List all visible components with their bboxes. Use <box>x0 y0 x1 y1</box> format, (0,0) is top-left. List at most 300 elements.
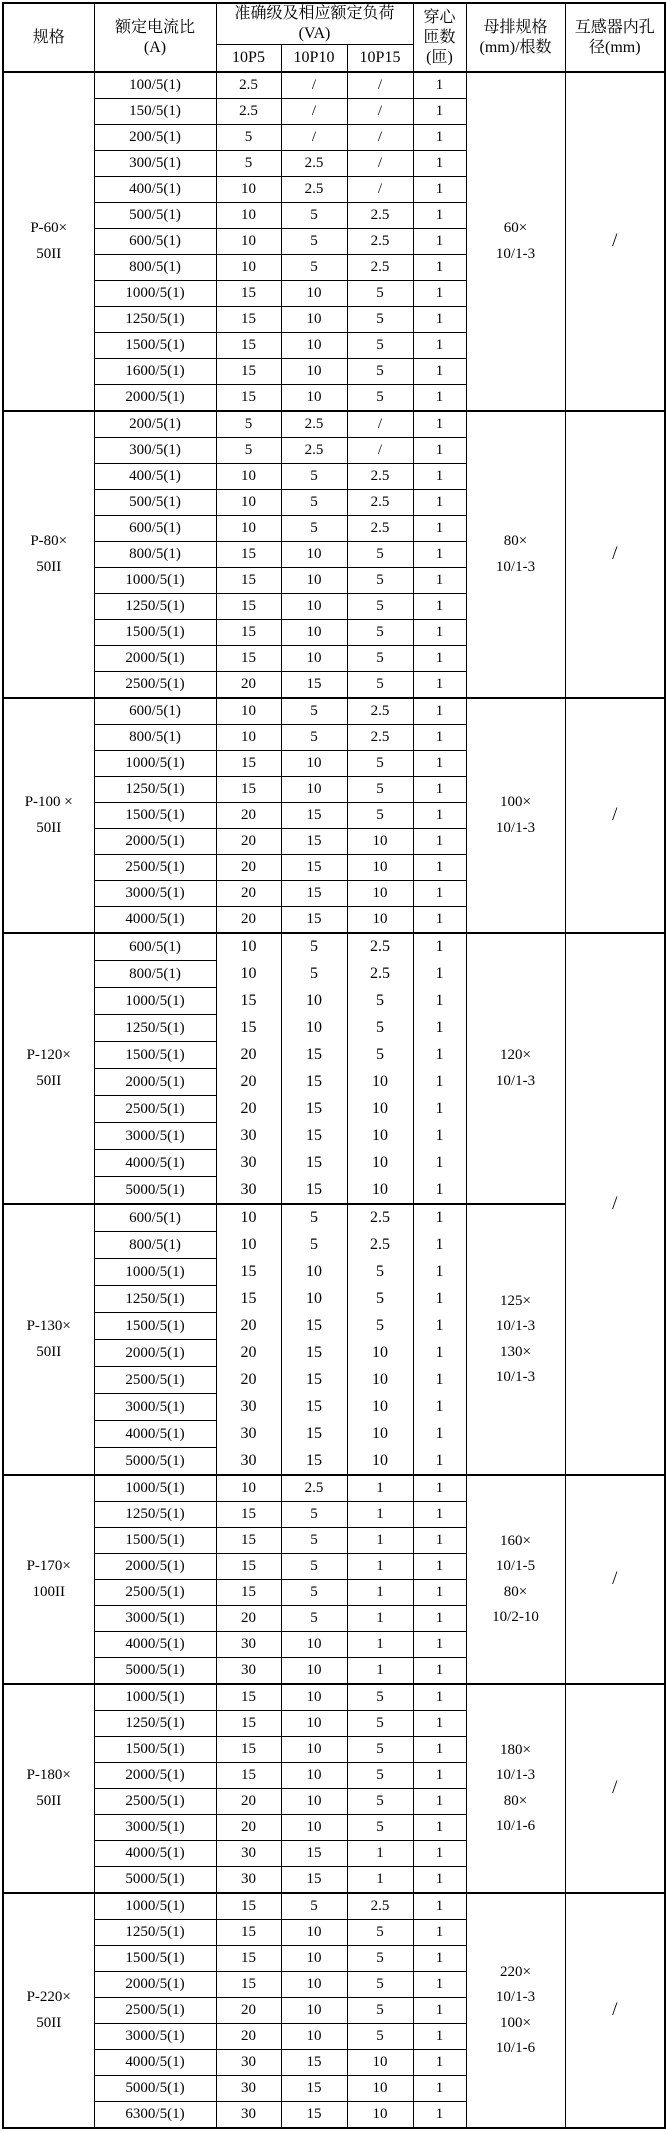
ratio-cell: 4000/5(1) <box>94 2050 216 2076</box>
busbar-line: 120× <box>500 1047 531 1063</box>
va-10p10-cell: 10 <box>281 646 347 672</box>
va-10p15-cell: 10 <box>347 1421 413 1448</box>
ratio-cell: 1250/5(1) <box>94 1920 216 1946</box>
va-10p5-cell: 15 <box>216 1286 281 1313</box>
turns-cell: 1 <box>413 1232 466 1259</box>
ratio-cell: 800/5(1) <box>94 542 216 568</box>
turns-cell: 1 <box>413 464 466 490</box>
va-10p15-cell: 2.5 <box>347 516 413 542</box>
header-accuracy-line1: 准确级及相应额定负荷 <box>234 5 395 22</box>
va-10p15-cell: 1 <box>347 1606 413 1632</box>
turns-cell: 1 <box>413 1528 466 1554</box>
turns-cell: 1 <box>413 411 466 438</box>
ratio-cell: 1600/5(1) <box>94 359 216 385</box>
ratio-cell: 1250/5(1) <box>94 1711 216 1737</box>
va-10p5-cell: 30 <box>216 1632 281 1658</box>
turns-cell: 1 <box>413 1763 466 1789</box>
va-10p5-cell: 5 <box>216 151 281 177</box>
va-10p15-cell: 2.5 <box>347 1204 413 1232</box>
va-10p5-cell: 2.5 <box>216 72 281 99</box>
hole-diameter-cell: / <box>565 698 665 933</box>
ratio-cell: 500/5(1) <box>94 203 216 229</box>
ratio-cell: 1500/5(1) <box>94 803 216 829</box>
va-10p15-cell: 10 <box>347 1394 413 1421</box>
va-10p10-cell: 5 <box>281 229 347 255</box>
va-10p5-cell: 10 <box>216 725 281 751</box>
busbar-cell <box>466 1893 565 2128</box>
spec-cell <box>3 933 94 1204</box>
turns-cell: 1 <box>413 803 466 829</box>
va-10p15-cell: / <box>347 151 413 177</box>
va-10p15-cell: 5 <box>347 1789 413 1815</box>
turns-cell: 1 <box>413 1502 466 1528</box>
ratio-cell: 3000/5(1) <box>94 1123 216 1150</box>
va-10p10-cell: 10 <box>281 281 347 307</box>
ratio-cell: 4000/5(1) <box>94 907 216 934</box>
va-10p5-cell: 20 <box>216 1069 281 1096</box>
turns-cell: 1 <box>413 490 466 516</box>
busbar-line: 60× <box>503 220 528 236</box>
va-10p10-cell: 15 <box>281 1448 347 1476</box>
turns-cell: 1 <box>413 125 466 151</box>
va-10p15-cell: 1 <box>347 1475 413 1502</box>
va-10p5-cell: 15 <box>216 594 281 620</box>
va-10p15-cell: 5 <box>347 988 413 1015</box>
va-10p5-cell: 20 <box>216 907 281 934</box>
va-10p10-cell: 15 <box>281 1042 347 1069</box>
ratio-cell: 800/5(1) <box>94 725 216 751</box>
turns-cell: 1 <box>413 2024 466 2050</box>
va-10p5-cell: 10 <box>216 1232 281 1259</box>
turns-cell: 1 <box>413 1580 466 1606</box>
ratio-cell: 800/5(1) <box>94 255 216 281</box>
spec-cell <box>3 411 94 698</box>
turns-cell: 1 <box>413 1815 466 1841</box>
ratio-cell: 2500/5(1) <box>94 1998 216 2024</box>
va-10p5-cell: 20 <box>216 1606 281 1632</box>
va-10p10-cell: 5 <box>281 933 347 961</box>
table-row <box>3 1684 665 1711</box>
ratio-cell: 300/5(1) <box>94 438 216 464</box>
va-10p15-cell: 5 <box>347 777 413 803</box>
turns-cell: 1 <box>413 1340 466 1367</box>
ratio-cell: 1250/5(1) <box>94 777 216 803</box>
va-10p10-cell: 10 <box>281 1946 347 1972</box>
va-10p15-cell: 1 <box>347 1502 413 1528</box>
ratio-cell: 3000/5(1) <box>94 1606 216 1632</box>
spec-line: 50II <box>36 1792 62 1809</box>
ct-spec-table <box>2 2 666 2129</box>
turns-cell: 1 <box>413 1367 466 1394</box>
va-10p15-cell: 10 <box>347 1367 413 1394</box>
ratio-cell: 2500/5(1) <box>94 1580 216 1606</box>
va-10p15-cell: / <box>347 125 413 151</box>
busbar-cell <box>466 1684 565 1893</box>
va-10p10-cell: 10 <box>281 542 347 568</box>
turns-cell: 1 <box>413 620 466 646</box>
table-row <box>3 411 665 438</box>
busbar-line: 10/1-5 <box>495 1558 536 1574</box>
hole-diameter-cell: / <box>565 72 665 411</box>
ratio-cell: 600/5(1) <box>94 229 216 255</box>
va-10p10-cell: / <box>281 125 347 151</box>
va-10p5-cell: 15 <box>216 1528 281 1554</box>
va-10p10-cell: 10 <box>281 1684 347 1711</box>
va-10p15-cell: 10 <box>347 2050 413 2076</box>
turns-cell: 1 <box>413 333 466 359</box>
header-10p5: 10P5 <box>216 45 281 73</box>
va-10p15-cell: 5 <box>347 646 413 672</box>
va-10p15-cell: 2.5 <box>347 698 413 725</box>
va-10p5-cell: 10 <box>216 961 281 988</box>
va-10p10-cell: 15 <box>281 855 347 881</box>
va-10p10-cell: 15 <box>281 1069 347 1096</box>
spec-cell <box>3 698 94 933</box>
busbar-line: 220× <box>500 1963 531 1980</box>
ratio-cell: 2000/5(1) <box>94 1972 216 1998</box>
ratio-cell: 5000/5(1) <box>94 1867 216 1894</box>
header-ratio-line1: 额定电流比 <box>114 18 195 36</box>
va-10p15-cell: 2.5 <box>347 255 413 281</box>
va-10p5-cell: 10 <box>216 1204 281 1232</box>
va-10p5-cell: 15 <box>216 751 281 777</box>
spec-line: P-120× <box>26 1047 71 1063</box>
header-accuracy-class-burden <box>216 3 413 45</box>
va-10p10-cell: 15 <box>281 1123 347 1150</box>
va-10p10-cell: 10 <box>281 751 347 777</box>
va-10p10-cell: 10 <box>281 1815 347 1841</box>
va-10p15-cell: 5 <box>347 803 413 829</box>
ratio-cell: 5000/5(1) <box>94 2076 216 2102</box>
ratio-cell: 1500/5(1) <box>94 1313 216 1340</box>
ratio-cell: 2000/5(1) <box>94 646 216 672</box>
header-spec <box>3 3 94 72</box>
header-ratio-line2: (A) <box>143 38 167 56</box>
turns-cell: 1 <box>413 1893 466 1920</box>
va-10p5-cell: 15 <box>216 1737 281 1763</box>
va-10p10-cell: 10 <box>281 359 347 385</box>
turns-cell: 1 <box>413 1421 466 1448</box>
va-10p15-cell: / <box>347 438 413 464</box>
ratio-cell: 600/5(1) <box>94 516 216 542</box>
va-10p5-cell: 20 <box>216 1789 281 1815</box>
va-10p10-cell: 5 <box>281 1580 347 1606</box>
table-body <box>3 72 665 2128</box>
va-10p15-cell: 5 <box>347 1920 413 1946</box>
va-10p15-cell: / <box>347 411 413 438</box>
spec-line: 50II <box>36 558 62 575</box>
ratio-cell: 5000/5(1) <box>94 1448 216 1476</box>
turns-cell: 1 <box>413 1204 466 1232</box>
va-10p15-cell: 5 <box>347 1763 413 1789</box>
turns-cell: 1 <box>413 1658 466 1685</box>
va-10p10-cell: 15 <box>281 881 347 907</box>
va-10p5-cell: 20 <box>216 881 281 907</box>
va-10p10-cell: 10 <box>281 1789 347 1815</box>
va-10p15-cell: 5 <box>347 620 413 646</box>
busbar-line: 100× <box>500 794 531 810</box>
busbar-cell <box>466 1204 565 1475</box>
va-10p15-cell: 5 <box>347 385 413 412</box>
va-10p5-cell: 30 <box>216 1421 281 1448</box>
va-10p5-cell: 15 <box>216 385 281 412</box>
va-10p10-cell: 10 <box>281 594 347 620</box>
spec-line: 50II <box>36 819 62 836</box>
va-10p10-cell: 10 <box>281 1015 347 1042</box>
ratio-cell: 1500/5(1) <box>94 1946 216 1972</box>
busbar-line: 10/1-6 <box>495 1818 536 1834</box>
va-10p5-cell: 15 <box>216 620 281 646</box>
va-10p10-cell: 15 <box>281 672 347 699</box>
spec-line: 50II <box>36 245 62 262</box>
busbar-line: 80× <box>503 533 528 549</box>
va-10p15-cell: 5 <box>347 1711 413 1737</box>
va-10p15-cell: 10 <box>347 1069 413 1096</box>
turns-cell: 1 <box>413 933 466 961</box>
va-10p5-cell: 10 <box>216 229 281 255</box>
va-10p10-cell: 10 <box>281 1763 347 1789</box>
turns-cell: 1 <box>413 307 466 333</box>
va-10p5-cell: 15 <box>216 568 281 594</box>
va-10p10-cell: 10 <box>281 1737 347 1763</box>
ratio-cell: 800/5(1) <box>94 961 216 988</box>
va-10p5-cell: 20 <box>216 2024 281 2050</box>
turns-cell: 1 <box>413 961 466 988</box>
va-10p10-cell: 5 <box>281 1554 347 1580</box>
turns-cell: 1 <box>413 1867 466 1894</box>
busbar-line: 10/1-3 <box>495 1369 536 1385</box>
spec-cell <box>3 72 94 411</box>
va-10p5-cell: 30 <box>216 1841 281 1867</box>
va-10p15-cell: 10 <box>347 855 413 881</box>
va-10p5-cell: 10 <box>216 203 281 229</box>
va-10p5-cell: 15 <box>216 1015 281 1042</box>
header-turns-line3: (匝) <box>426 48 453 66</box>
va-10p10-cell: 2.5 <box>281 411 347 438</box>
turns-cell: 1 <box>413 1946 466 1972</box>
hole-diameter-cell: / <box>565 1684 665 1893</box>
va-10p10-cell: 5 <box>281 1893 347 1920</box>
va-10p10-cell: 2.5 <box>281 151 347 177</box>
va-10p5-cell: 10 <box>216 1475 281 1502</box>
header-busbar-spec <box>466 3 565 72</box>
ratio-cell: 1000/5(1) <box>94 1259 216 1286</box>
header-turns-line2: 匝数 <box>423 28 456 46</box>
va-10p5-cell: 15 <box>216 1580 281 1606</box>
turns-cell: 1 <box>413 1737 466 1763</box>
va-10p15-cell: 10 <box>347 1448 413 1476</box>
ratio-cell: 1500/5(1) <box>94 620 216 646</box>
header-accuracy-line2: (VA) <box>298 25 331 42</box>
ratio-cell: 2500/5(1) <box>94 1789 216 1815</box>
va-10p15-cell: 2.5 <box>347 229 413 255</box>
va-10p5-cell: 30 <box>216 1658 281 1685</box>
va-10p5-cell: 30 <box>216 1867 281 1894</box>
va-10p5-cell: 30 <box>216 1150 281 1177</box>
va-10p10-cell: 15 <box>281 1394 347 1421</box>
turns-cell: 1 <box>413 1711 466 1737</box>
va-10p5-cell: 10 <box>216 490 281 516</box>
va-10p10-cell: 10 <box>281 1998 347 2024</box>
turns-cell: 1 <box>413 568 466 594</box>
va-10p15-cell: 10 <box>347 1340 413 1367</box>
ratio-cell: 500/5(1) <box>94 490 216 516</box>
va-10p5-cell: 30 <box>216 1177 281 1205</box>
va-10p5-cell: 5 <box>216 125 281 151</box>
turns-cell: 1 <box>413 907 466 934</box>
va-10p15-cell: 5 <box>347 333 413 359</box>
va-10p15-cell: 5 <box>347 672 413 699</box>
va-10p10-cell: 10 <box>281 1920 347 1946</box>
va-10p5-cell: 15 <box>216 1259 281 1286</box>
va-10p10-cell: 10 <box>281 568 347 594</box>
va-10p10-cell: 10 <box>281 1658 347 1685</box>
va-10p5-cell: 15 <box>216 333 281 359</box>
header-busbar-line1: 母排规格 <box>483 18 548 36</box>
busbar-line: 125× <box>500 1292 531 1309</box>
ratio-cell: 4000/5(1) <box>94 1841 216 1867</box>
table-row <box>3 933 665 961</box>
va-10p15-cell: 1 <box>347 1658 413 1685</box>
va-10p15-cell: 2.5 <box>347 464 413 490</box>
ratio-cell: 1000/5(1) <box>94 568 216 594</box>
ratio-cell: 2000/5(1) <box>94 1554 216 1580</box>
va-10p5-cell: 20 <box>216 1096 281 1123</box>
va-10p10-cell: 5 <box>281 255 347 281</box>
turns-cell: 1 <box>413 1684 466 1711</box>
ratio-cell: 1250/5(1) <box>94 1502 216 1528</box>
va-10p10-cell: 5 <box>281 1606 347 1632</box>
busbar-line: 180× <box>500 1741 531 1758</box>
va-10p10-cell: 5 <box>281 698 347 725</box>
va-10p5-cell: 20 <box>216 1815 281 1841</box>
hole-diameter-cell: / <box>565 1893 665 2128</box>
hole-diameter-cell: / <box>565 411 665 698</box>
ratio-cell: 2500/5(1) <box>94 1096 216 1123</box>
va-10p15-cell: 5 <box>347 1946 413 1972</box>
va-10p5-cell: 20 <box>216 1340 281 1367</box>
va-10p10-cell: 10 <box>281 333 347 359</box>
va-10p15-cell: 10 <box>347 881 413 907</box>
busbar-line: 10/1-3 <box>495 819 536 836</box>
va-10p10-cell: 2.5 <box>281 1475 347 1502</box>
va-10p5-cell: 15 <box>216 777 281 803</box>
ratio-cell: 6300/5(1) <box>94 2102 216 2129</box>
va-10p10-cell: 10 <box>281 1259 347 1286</box>
turns-cell: 1 <box>413 1313 466 1340</box>
busbar-line: 10/1-3 <box>495 1318 536 1334</box>
va-10p10-cell: 15 <box>281 1841 347 1867</box>
va-10p5-cell: 15 <box>216 1554 281 1580</box>
va-10p15-cell: 2.5 <box>347 203 413 229</box>
ratio-cell: 200/5(1) <box>94 411 216 438</box>
header-rated-current-ratio <box>94 3 216 72</box>
va-10p15-cell: 5 <box>347 1972 413 1998</box>
va-10p5-cell: 15 <box>216 1920 281 1946</box>
turns-cell: 1 <box>413 1286 466 1313</box>
turns-cell: 1 <box>413 542 466 568</box>
va-10p10-cell: / <box>281 99 347 125</box>
busbar-line: 10/1-6 <box>495 2040 536 2056</box>
spec-line: P-100 × <box>24 794 73 810</box>
va-10p5-cell: 15 <box>216 1972 281 1998</box>
va-10p15-cell: 5 <box>347 1684 413 1711</box>
va-10p15-cell: 5 <box>347 1286 413 1313</box>
va-10p5-cell: 20 <box>216 855 281 881</box>
va-10p10-cell: 5 <box>281 1204 347 1232</box>
va-10p10-cell: 10 <box>281 2024 347 2050</box>
busbar-line: 100× <box>500 2014 531 2031</box>
ratio-cell: 1000/5(1) <box>94 281 216 307</box>
ratio-cell: 400/5(1) <box>94 464 216 490</box>
turns-cell: 1 <box>413 646 466 672</box>
busbar-line: 160× <box>500 1532 531 1549</box>
spec-line: P-130× <box>26 1318 71 1334</box>
ratio-cell: 2000/5(1) <box>94 1069 216 1096</box>
ratio-cell: 1000/5(1) <box>94 1893 216 1920</box>
va-10p15-cell: 5 <box>347 1042 413 1069</box>
turns-cell: 1 <box>413 1123 466 1150</box>
ratio-cell: 3000/5(1) <box>94 2024 216 2050</box>
hole-diameter-cell: / <box>565 1475 665 1684</box>
turns-cell: 1 <box>413 1394 466 1421</box>
table-row <box>3 698 665 725</box>
turns-cell: 1 <box>413 438 466 464</box>
turns-cell: 1 <box>413 594 466 620</box>
ratio-cell: 600/5(1) <box>94 933 216 961</box>
va-10p15-cell: 5 <box>347 307 413 333</box>
header-busbar-line2: (mm)/根数 <box>479 38 552 56</box>
va-10p10-cell: 15 <box>281 1867 347 1894</box>
va-10p15-cell: / <box>347 72 413 99</box>
va-10p15-cell: 1 <box>347 1841 413 1867</box>
turns-cell: 1 <box>413 672 466 699</box>
busbar-line: 10/1-3 <box>495 1072 536 1089</box>
turns-cell: 1 <box>413 855 466 881</box>
turns-cell: 1 <box>413 1972 466 1998</box>
va-10p15-cell: 2.5 <box>347 725 413 751</box>
header-turns-line1: 穿心 <box>423 8 456 26</box>
turns-cell: 1 <box>413 1554 466 1580</box>
busbar-line: 10/1-3 <box>495 1989 536 2005</box>
va-10p15-cell: 5 <box>347 594 413 620</box>
va-10p15-cell: 5 <box>347 1015 413 1042</box>
turns-cell: 1 <box>413 1259 466 1286</box>
va-10p15-cell: 10 <box>347 1150 413 1177</box>
turns-cell: 1 <box>413 698 466 725</box>
ratio-cell: 5000/5(1) <box>94 1177 216 1205</box>
spec-line: P-80× <box>30 533 68 549</box>
va-10p15-cell: 2.5 <box>347 490 413 516</box>
ratio-cell: 800/5(1) <box>94 1232 216 1259</box>
turns-cell: 1 <box>413 777 466 803</box>
ratio-cell: 1500/5(1) <box>94 1737 216 1763</box>
turns-cell: 1 <box>413 203 466 229</box>
va-10p15-cell: 10 <box>347 907 413 934</box>
va-10p10-cell: 10 <box>281 307 347 333</box>
ratio-cell: 600/5(1) <box>94 1204 216 1232</box>
va-10p10-cell: 10 <box>281 1711 347 1737</box>
ratio-cell: 300/5(1) <box>94 151 216 177</box>
va-10p5-cell: 10 <box>216 933 281 961</box>
turns-cell: 1 <box>413 2102 466 2129</box>
va-10p10-cell: 15 <box>281 829 347 855</box>
turns-cell: 1 <box>413 385 466 412</box>
va-10p5-cell: 15 <box>216 281 281 307</box>
busbar-cell <box>466 411 565 698</box>
va-10p15-cell: 5 <box>347 1737 413 1763</box>
ratio-cell: 4000/5(1) <box>94 1421 216 1448</box>
